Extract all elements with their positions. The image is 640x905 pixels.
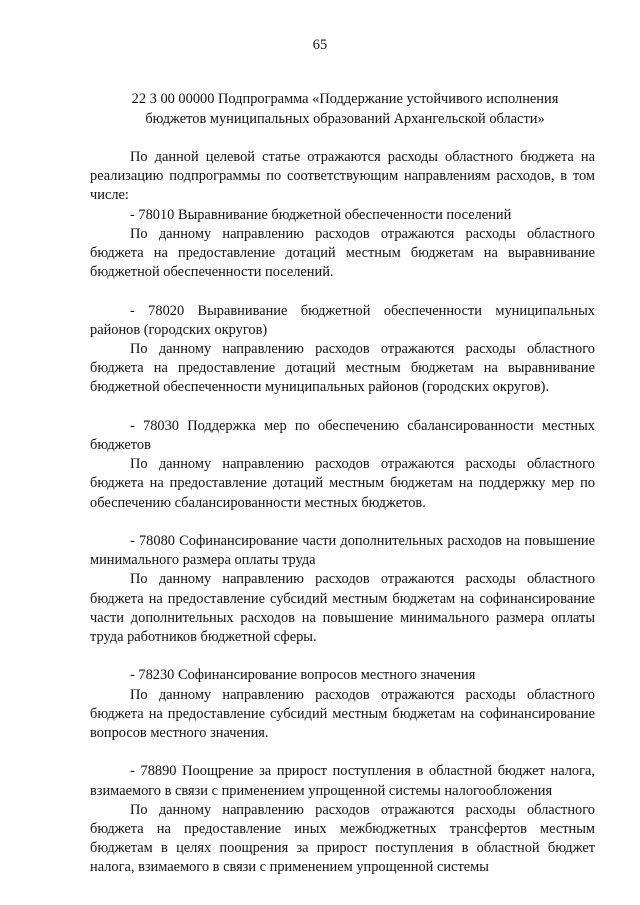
page-number: 65	[312, 37, 328, 53]
item-text-78080: По данному направлению расходов отражаются расходы областного бюджета на предоставление субсидий местным бюджетам на софинансирование части дополнительных расходов на повышение минимального размера оплаты труда работников бюджетной сферы.	[90, 571, 595, 646]
item-title-78030: - 78030 Поддержка мер по обеспечению сбалансированности местных бюджетов	[90, 417, 595, 454]
document-body	[90, 148, 595, 878]
item-title-78020: - 78020 Выравнивание бюджетной обеспеченности муниципальных районов (городских округов)	[90, 302, 595, 338]
item-text-78010: По данному направлению расходов отражаются расходы областного бюджета на предоставление дотаций местным бюджетам на выравнивание бюджетной обеспеченности поселений.	[90, 225, 595, 281]
item-title-78080: - 78080 Софинансирование части дополнительных расходов на повышение минимального размера оплаты труда	[90, 533, 595, 569]
intro-paragraph: По данной целевой статье отражаются расходы областного бюджета на реализацию подпрограммы по соответствующим направлениям расходов, в том числе:	[90, 149, 595, 204]
item-text-78030: По данному направлению расходов отражаются расходы областного бюджета на предоставление дотаций местным бюджетам на поддержку мер по обеспечению сбалансированности местных бюджетов.	[90, 456, 595, 511]
item-text-78890: По данному направлению расходов отражаются расходы областного бюджета на предоставление иных межбюджетных трансфертов местным бюджетам в целях поощрения за прирост поступления в областной бюджет налога, взимаемого в связи с применением упрощенной системы	[90, 801, 595, 876]
section-heading: 22 3 00 00000 Подпрограмма «Поддержание устойчивого исполнения бюджетов муниципальных образований Архангельской области»	[131, 91, 559, 127]
item-title-78230: - 78230 Софинансирование вопросов местного значения	[130, 667, 476, 684]
item-title-78890: - 78890 Поощрение за прирост поступления в областной бюджет налога, взимаемого в связи с применением упрощенной системы налогообложения	[90, 763, 595, 799]
item-text-78230: По данному направлению расходов отражаются расходы областного бюджета на предоставление субсидий местным бюджетам на софинансирование вопросов местного значения.	[90, 686, 595, 742]
item-title-78010: - 78010 Выравнивание бюджетной обеспеченности поселений	[130, 206, 512, 223]
item-text-78020: По данному направлению расходов отражаются расходы областного бюджета на предоставление дотаций местным бюджетам на выравнивание бюджетной обеспеченности муниципальных районов (городских округов).	[90, 341, 595, 396]
